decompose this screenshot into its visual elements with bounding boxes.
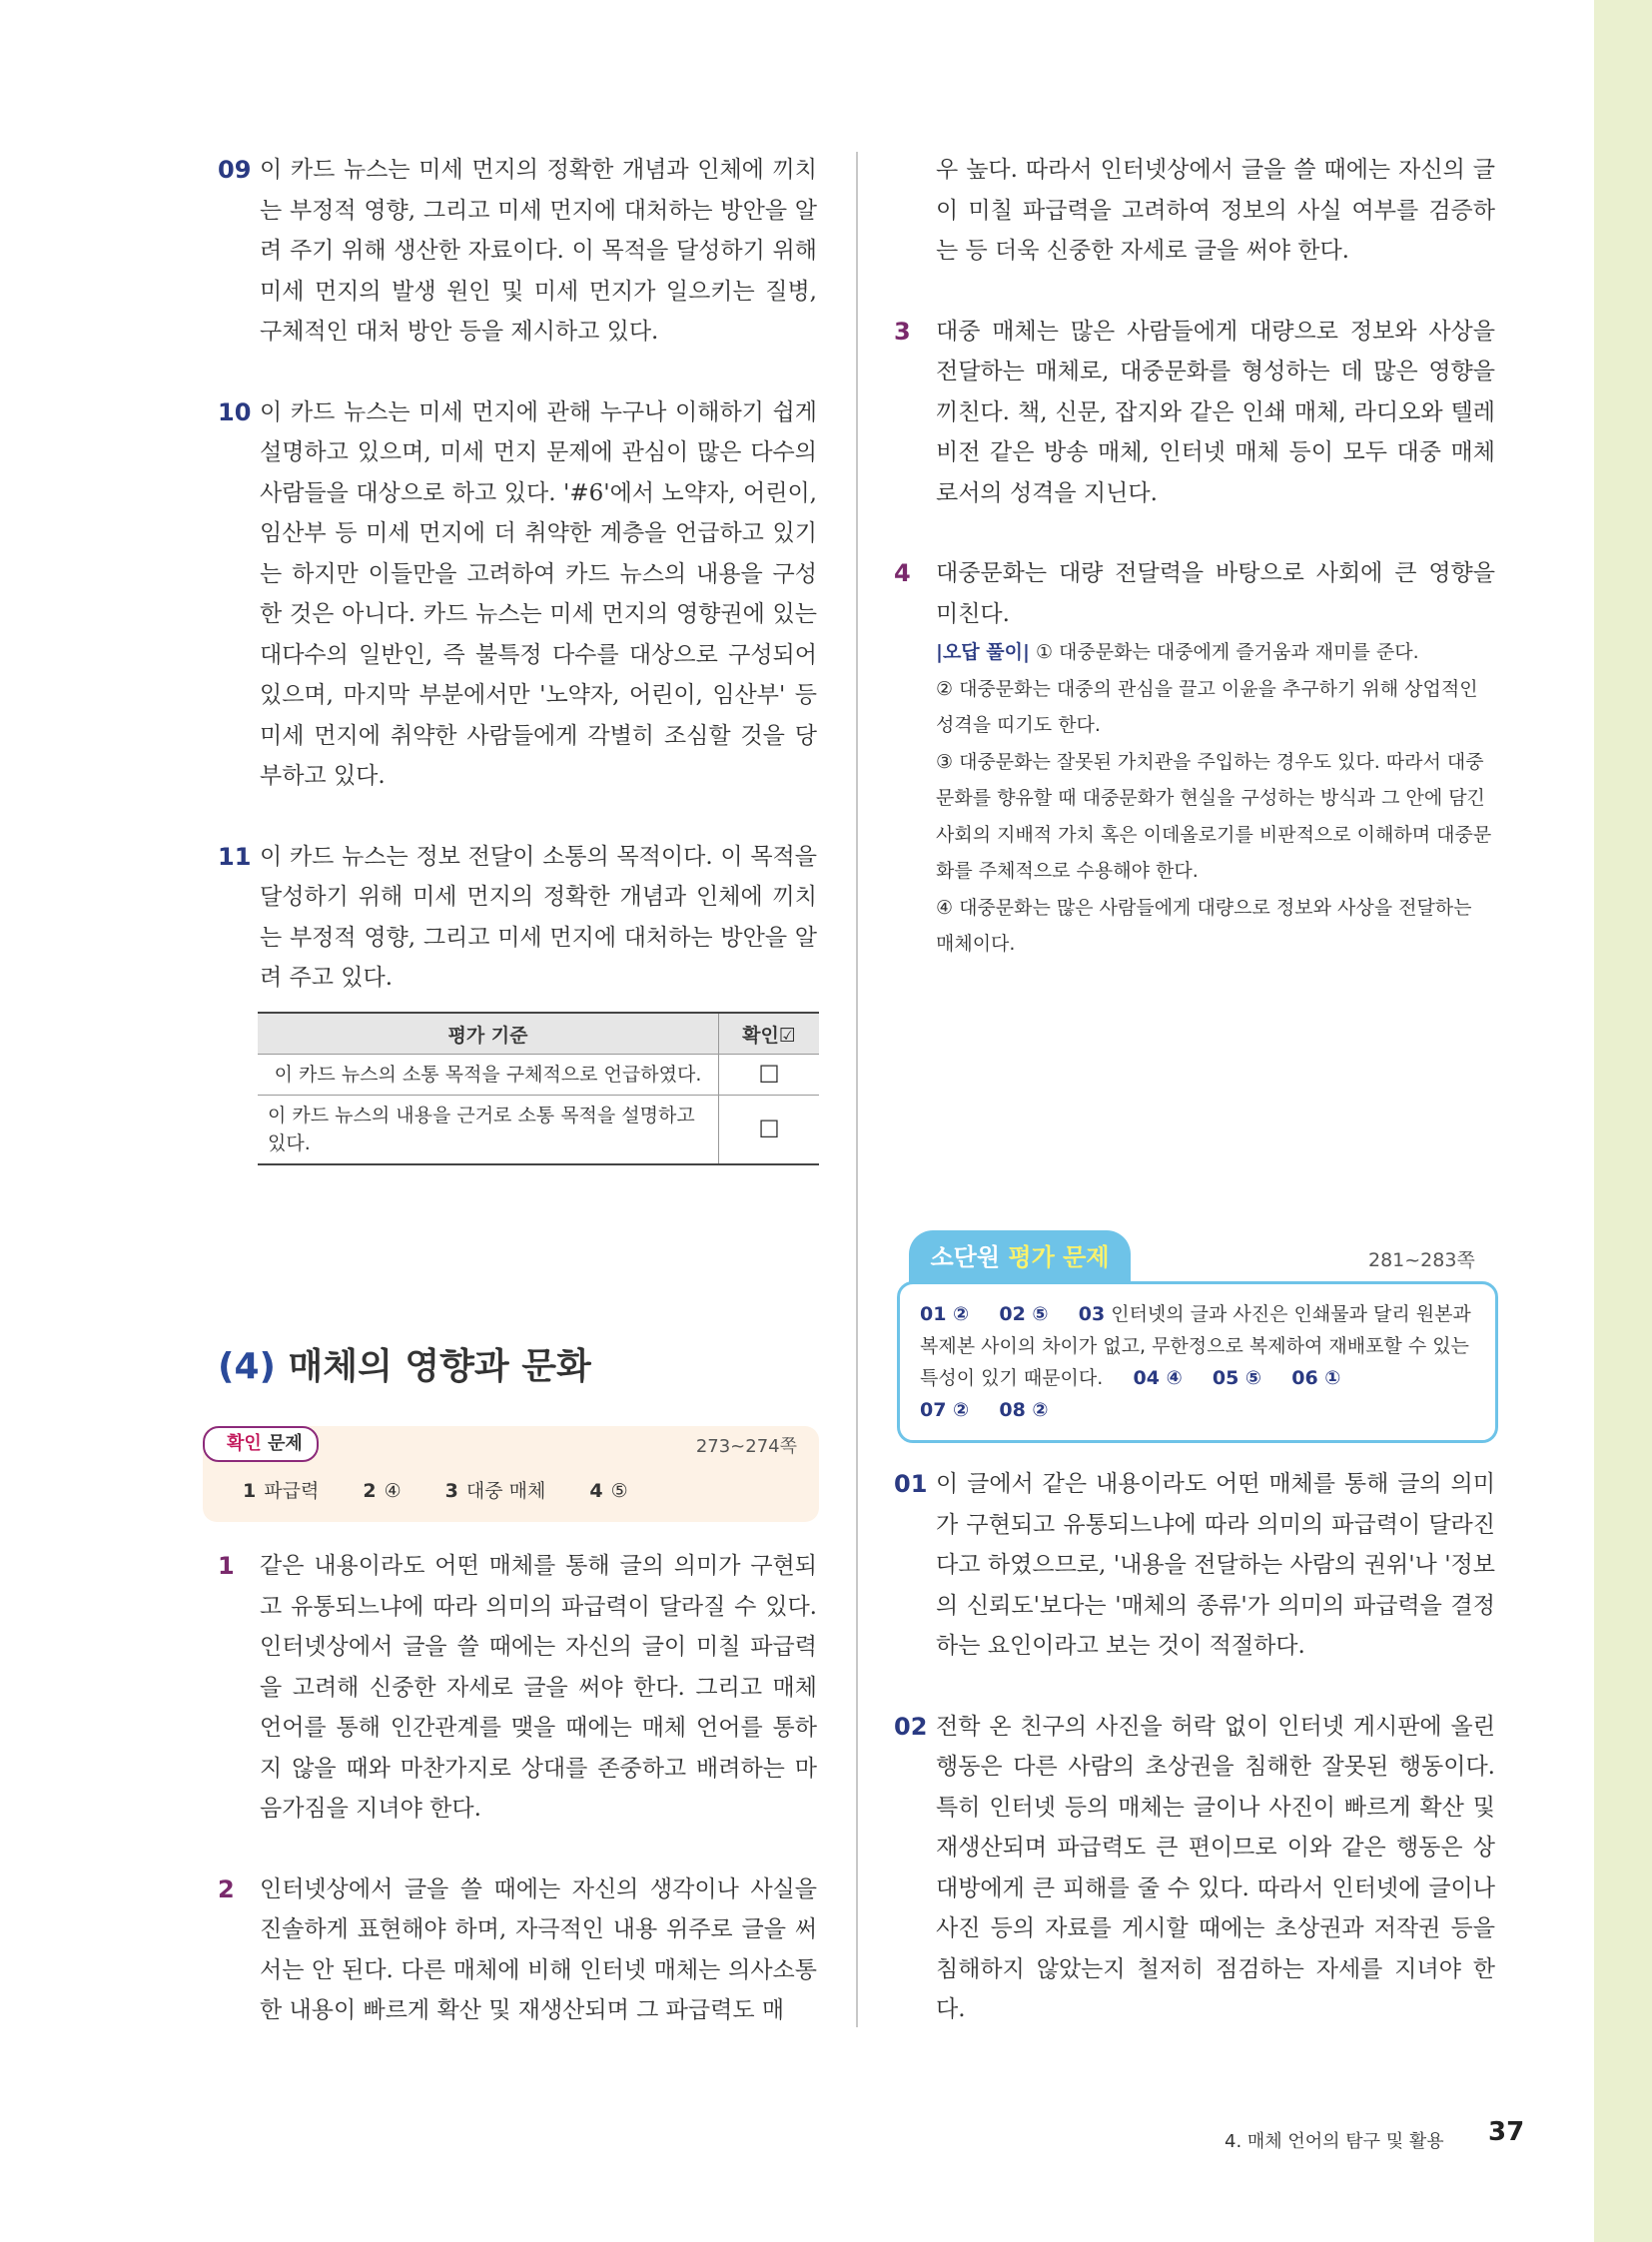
note-line: ③ 대중문화는 잘못된 가치관을 주입하는 경우도 있다. 따라서 대중문화를 향유할 때 대중문화가 현실을 구성하는 방식과 그 안에 담긴 사회의 지배적 가치 혹은 이데올로기를 비판적으로 이해하며 대중문화를 주체적으로 수용해야 한다. xyxy=(936,750,1492,882)
eval-criteria-cell: 이 카드 뉴스의 내용을 근거로 소통 목적을 설명하고 있다. xyxy=(258,1096,719,1165)
answer-item-01 xyxy=(894,1464,1495,1667)
side-color-strip xyxy=(1594,0,1652,2242)
item-text: 전학 온 친구의 사진을 허락 없이 인터넷 게시판에 올린 행동은 다른 사람의 초상권을 침해한 잘못된 행동이다. 특히 인터넷 등의 매체는 글이나 사진이 빠르게 확산 및 재생산되며 파급력도 큰 편이므로 이와 같은 행동은 상대방에게 큰 피해를 줄 수 있다. 따라서 인터넷에 글이나 사진 등의 자료를 게시할 때에는 초상권과 저작권 등을 침해하지 않았는지 철저히 점검하는 자세를 지녀야 한다. xyxy=(936,1713,1495,2022)
page-number: 37 xyxy=(1488,2117,1525,2147)
answer-number: 2 xyxy=(363,1480,377,1502)
note-line: ④ 대중문화는 많은 사람들에게 대량으로 정보와 사상을 전달하는 매체이다. xyxy=(936,896,1472,955)
unit-eval-answers xyxy=(920,1298,1475,1426)
answer-item-09 xyxy=(218,150,817,353)
check-answer xyxy=(363,1480,401,1502)
eval-checkbox[interactable]: ☐ xyxy=(719,1055,820,1096)
check-problem-box xyxy=(203,1426,819,1522)
note-line xyxy=(936,634,1495,671)
item-text: 인터넷상에서 글을 쓸 때에는 자신의 생각이나 사실을 진솔하게 표현해야 하며, 자극적인 내용 위주로 글을 써서는 안 된다. 다른 매체에 비해 인터넷 매체는 의사소통한 내용이 빠르게 확산 및 재생산되며 그 파급력도 매 xyxy=(260,1875,817,2023)
wrong-answer-explanation xyxy=(894,634,1495,963)
answer-item-3 xyxy=(894,312,1495,514)
answer-item-1 xyxy=(218,1546,817,1830)
item-text: 이 카드 뉴스는 정보 전달이 소통의 목적이다. 이 목적을 달성하기 위해 미세 먼지의 정확한 개념과 인체에 끼치는 부정적 영향, 그리고 미세 먼지에 대처하는 방안을 알려 주고 있다. xyxy=(260,843,817,991)
answer-item-02 xyxy=(894,1707,1495,2030)
answer-item-4 xyxy=(894,553,1495,634)
answer-value: 대중 매체 xyxy=(465,1480,546,1502)
unit-answer: 07 ② xyxy=(920,1399,970,1421)
section-heading xyxy=(218,1338,591,1389)
item-text: 이 카드 뉴스는 미세 먼지의 정확한 개념과 인체에 끼치는 부정적 영향, 그리고 미세 먼지에 대처하는 방안을 알려 주기 위해 생산한 자료이다. 이 목적을 달성하기 위해 미세 먼지의 발생 원인 및 미세 먼지가 일으키는 질병, 구체적인 대처 방안 등을 제시하고 있다. xyxy=(260,157,817,345)
evaluation-table xyxy=(258,1012,819,1165)
unit-answer: 06 ① xyxy=(1291,1367,1341,1389)
note-line: ② 대중문화는 대중의 관심을 끌고 이윤을 추구하기 위해 상업적인 성격을 띠기도 한다. xyxy=(936,677,1478,736)
unit-eval-tab xyxy=(909,1230,1131,1284)
answer-number: 1 xyxy=(243,1480,257,1502)
answer-value: ④ xyxy=(384,1480,402,1502)
label-rest: 문제 xyxy=(261,1433,303,1454)
item-number: 10 xyxy=(218,397,252,426)
left-answer-list xyxy=(218,150,817,999)
section-number: (4) xyxy=(218,1346,276,1387)
answer-item-11 xyxy=(218,837,817,999)
section-title: 매체의 영향과 문화 xyxy=(288,1346,591,1387)
answer-number: 4 xyxy=(589,1480,603,1502)
unit-answer: 04 ④ xyxy=(1133,1367,1183,1389)
answer-item-2 xyxy=(218,1869,817,2031)
unit-answer-text: 인터넷의 글과 사진은 인쇄물과 달리 원본과 복제본 사이의 차이가 없고, 무한정으로 복제하여 재배포할 수 있는 특성이 있기 때문이다. xyxy=(920,1303,1471,1389)
check-problem-label xyxy=(203,1426,319,1462)
item-number: 11 xyxy=(218,842,252,871)
tab-highlight: 평가 문제 xyxy=(1008,1243,1110,1271)
answer-value: ⑤ xyxy=(610,1480,628,1502)
item-text: 대중 매체는 많은 사람들에게 대량으로 정보와 사상을 전달하는 매체로, 대중문화를 형성하는 데 많은 영향을 끼친다. 책, 신문, 잡지와 같은 인쇄 매체, 라디오와 텔레비전 같은 방송 매체, 인터넷 매체 등이 모두 대중 매체로서의 성격을 지닌다. xyxy=(936,318,1495,506)
check-answer xyxy=(589,1480,627,1502)
item-text: 같은 내용이라도 어떤 매체를 통해 글의 의미가 구현되고 유통되느냐에 따라 의미의 파급력이 달라질 수 있다. 인터넷상에서 글을 쓸 때에는 자신의 글이 미칠 파급력을 고려해 신중한 자세로 글을 써야 한다. 그리고 매체 언어를 통해 인간관계를 맺을 때에는 매체 언어를 통하지 않을 때와 마찬가지로 상대를 존중하고 배려하는 마음가짐을 지녀야 한다. xyxy=(260,1553,817,1822)
item-number: 02 xyxy=(894,1712,928,1741)
answer-item-continued xyxy=(894,150,1495,272)
item-text: 우 높다. 따라서 인터넷상에서 글을 쓸 때에는 자신의 글이 미칠 파급력을 고려하여 정보의 사실 여부를 검증하는 등 더욱 신중한 자세로 글을 써야 한다. xyxy=(936,157,1495,264)
item-number: 01 xyxy=(894,1470,928,1498)
unit-answer-number: 03 xyxy=(1078,1303,1106,1325)
left-answer-list-2 xyxy=(218,1546,817,2031)
eval-criteria-cell: 이 카드 뉴스의 소통 목적을 구체적으로 언급하였다. xyxy=(258,1055,719,1096)
eval-header-criteria: 평가 기준 xyxy=(258,1013,719,1055)
right-answer-list xyxy=(894,150,1495,963)
note-tag: |오답 풀이| xyxy=(936,641,1030,663)
unit-eval-pages: 281~283쪽 xyxy=(1368,1249,1475,1271)
answer-value: 파급력 xyxy=(264,1480,320,1502)
label-highlight: 확인 xyxy=(227,1433,262,1454)
check-problem-answers xyxy=(243,1476,666,1503)
note-text: ① 대중문화는 대중에게 즐거움과 재미를 준다. xyxy=(1035,641,1419,663)
eval-header-check: 확인☑ xyxy=(719,1013,820,1055)
eval-checkbox[interactable]: ☐ xyxy=(719,1096,820,1165)
item-number: 3 xyxy=(894,317,911,346)
check-problem-pages: 273~274쪽 xyxy=(695,1436,797,1457)
column-divider xyxy=(856,152,858,2027)
item-text: 대중문화는 대량 전달력을 바탕으로 사회에 큰 영향을 미친다. xyxy=(936,560,1495,627)
item-number: 4 xyxy=(894,559,911,587)
check-answer xyxy=(243,1480,319,1502)
item-number: 09 xyxy=(218,156,252,184)
unit-answer: 01 ② xyxy=(920,1303,970,1325)
unit-answer: 02 ⑤ xyxy=(999,1303,1049,1325)
item-text: 이 카드 뉴스는 미세 먼지에 관해 누구나 이해하기 쉽게 설명하고 있으며, 미세 먼지 문제에 관심이 많은 다수의 사람들을 대상으로 하고 있다. '#6'에서 노약자, 어린이, 임산부 등 미세 먼지에 더 취약한 계층을 언급하고 있기는 하지만 이들만을 고려하여 카드 뉴스의 내용을 구성한 것은 아니다. 카드 뉴스는 미세 먼지의 영향권에 있는 대다수의 일반인, 즉 불특정 다수를 대상으로 구성되어 있으며, 마지막 부분에서만 '노약자, 어린이, 임산부' 등 미세 먼지에 취약한 사람들에게 각별히 조심할 것을 당부하고 있다. xyxy=(260,398,817,789)
answer-number: 3 xyxy=(444,1480,458,1502)
chapter-footer: 4. 매체 언어의 탐구 및 활용 xyxy=(1225,2131,1444,2152)
answer-item-10 xyxy=(218,392,817,797)
item-text: 이 글에서 같은 내용이라도 어떤 매체를 통해 글의 의미가 구현되고 유통되느냐에 따라 의미의 파급력이 달라진다고 하였으므로, '내용을 전달하는 사람의 권위'나 '정보의 신뢰도'보다는 '매체의 종류'가 의미의 파급력을 결정하는 요인이라고 보는 것이 적절하다. xyxy=(936,1471,1495,1659)
tab-text: 소단원 xyxy=(930,1243,1009,1271)
right-answer-list-2 xyxy=(894,1464,1495,2030)
unit-answer: 05 ⑤ xyxy=(1212,1367,1262,1389)
item-number: 2 xyxy=(218,1874,235,1903)
unit-eval-box xyxy=(897,1281,1498,1443)
check-answer xyxy=(445,1480,546,1502)
unit-answer: 08 ② xyxy=(999,1399,1049,1421)
item-number: 1 xyxy=(218,1552,235,1580)
